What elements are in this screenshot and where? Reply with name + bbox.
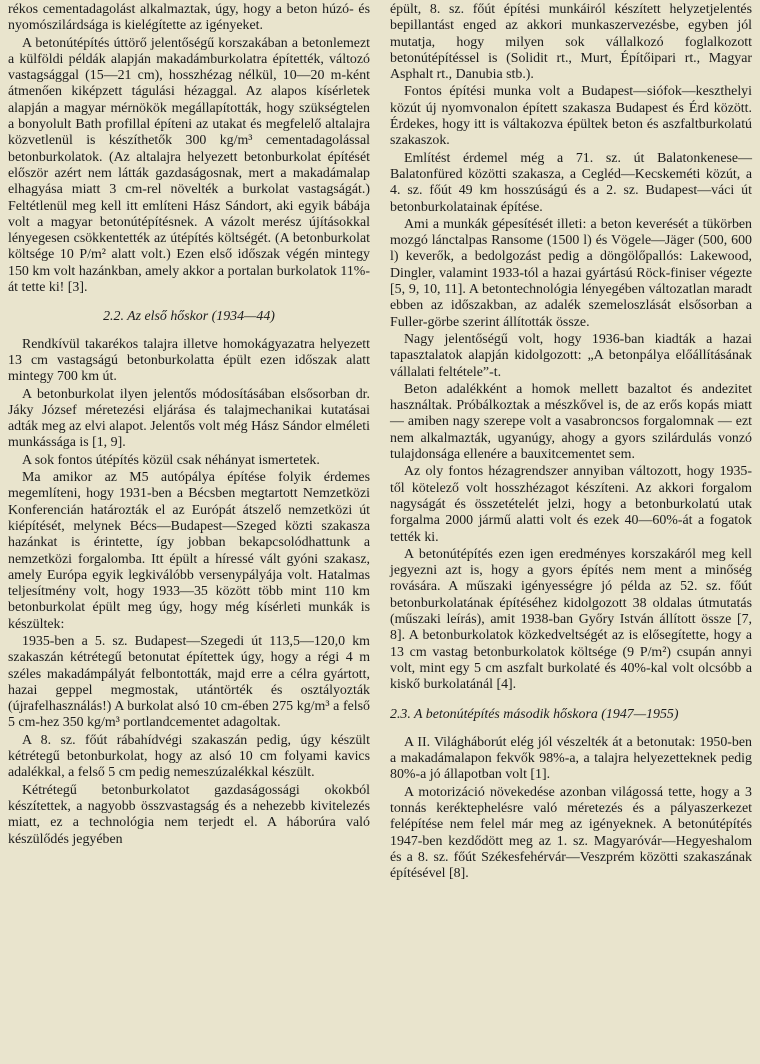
right-column	[390, 2, 752, 1064]
paragraph: A II. Világháborút elég jól vészelték át a betonutak: 1950-ben a makadámalapon fekvők 98%-a, a talajra helyezetteknek pedig 80%-a jó állapotban volt [1].	[390, 734, 752, 783]
paragraph: Nagy jelentőségű volt, hogy 1936-ban kiadták a hazai tapasztalatok alapján kidolgozott: „A betonpálya előállításának vállalati feltétele”-t.	[390, 331, 752, 380]
paragraph: épült, 8. sz. főút építési munkáiról készített helyzetjelentés bepillantást enged az akkori munkaszervezésbe, egyben jól mutatja, hogy milyen sok vállalkozó foglalkozott betonútépítéssel is (Solidit rt., Murt, Építőipari rt., Magyar Asphalt rt., Danubia stb.).	[390, 2, 752, 83]
section-heading: 2.2. Az első hőskor (1934—44)	[103, 309, 275, 325]
paragraph: Fontos építési munka volt a Budapest—siófok—keszthelyi közút új nyomvonalon épített szakasza Budapest és Érd között. Érdekes, hogy itt is váltakozva épültek beton és aszfaltburkolatú szakaszok.	[390, 84, 752, 149]
paragraph: A betonútépítés ezen igen eredményes korszakáról meg kell jegyezni azt is, hogy a gyors építés nem ment a minőség rovására. A műszaki igényességre jó példa az 52. sz. főút betonburkolatának építéséhez kidolgozott 38 oldalas útmutatás (műszaki leírás), amit 1938-ban Győry István állított össze [7, 8]. A betonburkolatok közkedveltségét az is elősegítette, hogy a 13 cm vastag betonburkolatok költsége (9 P/m²) csupán annyi volt, mint egy 5 cm aszfalt burkolaté és 40%-kal volt olcsóbb a kiskő burkolatánál [4].	[390, 546, 752, 693]
paragraph: A sok fontos útépítés közül csak néhányat ismertetek.	[22, 452, 320, 468]
paragraph: A motorizáció növekedése azonban világossá tette, hogy a 3 tonnás keréktерhelésre való méretezés és a pályaszerkezet felépítése nem felel már meg az igényeknek. A betonútépítés 1947-ben kezdődött meg az 1. sz. Magyaróvár—Hegyeshalom és a 8. sz. főút Székesfehérvár—Veszprém közötti szakaszának építésével [8].	[390, 784, 752, 882]
paragraph: Említést érdemel még a 71. sz. út Balatonkenese—Balatonfüred közötti szakasza, a Cegléd—Kecskeméti közút, a 4. sz. főút 49 km hosszúságú és a 2. sz. Budapest—váci út betonburkolatainak építése.	[390, 150, 752, 215]
left-column	[8, 2, 370, 1064]
paragraph: A betonburkolat ilyen jelentős módosításában elsősorban dr. Jáky József méretezési eljárása és talajmechanikai kutatásai adták meg az elvi alapot. Jelentős volt még Hász Sándor elméleti munkássága is [1, 9].	[8, 386, 370, 451]
paragraph: A betonútépítés úttörő jelentőségű korszakában a betonlemezt a külföldi példák alapján makadámburkolatra építették, változó vastagsággal (15—21 cm), hosszhézag nélkül, 10—20 m-ként átmenően kiképzett tágulási hézaggal. Az alapos kísérletek alapján a magyar mérnökök megállapították, hogy szükségtelen a bonyolult Bath profillal építeni az utakat és megfelelő altalajra közvetlenül is készíthetők 300 kg/m³ cementadagolással betonburkolatok. (Az altalajra helyezett betonburkolat építését először azért nem látták gazdaságosnak, mert a makadámalap elhagyása miatt 3 cm-rel növelték a burkolat vastagságát.) Feltétlenül meg kell itt említeni Hász Sándort, aki egyik bábája volt a magyar betonútépítésnek. A vázolt merész újításokkal lényegesen csökkentették az útépítés költségét. (A betonburkolat költsége 10 P/m² alatt volt.) Ezen első időszak végén mintegy 150 km volt hazánkban, amely akkor a portalan burkolatok 11%-át tette ki! [3].	[8, 35, 370, 296]
paragraph: rékos cementadagolást alkalmaztak, úgy, hogy a beton húzó- és nyomószilárdsága is kielégítette az igényeket.	[8, 2, 370, 34]
paragraph: 1935-ben a 5. sz. Budapest—Szegedi út 113,5—120,0 km szakaszán kétrétegű betonutat építettek úgy, hogy a régi 4 m széles makadámpályát felbontották, majd erre a célra gyártott, hazai geppel megmostak, utántörték és osztályozták (újrafelhasználás!) A burkolat alsó 10 cm-ében 275 kg/m³ a felső 5 cm-hez 350 kg/m³ portlandcementet adagoltak.	[8, 633, 370, 731]
paragraph: Beton adalékként a homok mellett bazaltot és andezitet használtak. Próbálkoztak a mészkővel is, de az erős kopás miatt — amiben nagy szerepe volt a vasabroncsos forgalomnak — ezt nem alkalmazták, ugyanúgy, ahogy a gyors szilárdulás vonzó tulajdonsága ellenére a bauxitcementet sem.	[390, 381, 752, 463]
paragraph: A 8. sz. főút rábahídvégi szakaszán pedig, úgy készült kétrétegű betonburkolat, hogy az alsó 10 cm folyami kavics adalékkal, a felső 5 cm pedig nemeszúzalékkal készült.	[8, 732, 370, 781]
paragraph: Rendkívül takarékos talajra illetve homokágyazatra helyezett 13 cm vastagságú betonburkolatta épült ezen időszak alatt mintegy 700 km út.	[8, 336, 370, 385]
paragraph: Kétrétegű betonburkolatot gazdaságossági okokból készítettek, a nagyobb összvastagság és a nehezebb kivitelezés miatt, ez a technológia nem terjedt el. A háborúra való készülődés jegyében	[8, 782, 370, 847]
paragraph: Ami a munkák gépesítését illeti: a beton keverését a tükörben mozgó lánctalpas Ransome (1500 l) és Vögele—Jäger (500, 600 l) keverők, a bedolgozást pedig a döngölőpallós: Lakewood, Dingler, valamint 1933-tól a hazai gyártású Röck-finiser végezte [5, 9, 10, 11]. A betontechnológia lényegében változatlan maradt ebben az időszakban, az adalék szemeloszlását elsősorban a Fuller-görbe szerint állították össze.	[390, 216, 752, 330]
paragraph: Ma amikor az M5 autópálya építése folyik érdemes megemlíteni, hogy 1931-ben a Bécsben megtartott Nemzetközi Konferencián határozták el az Európát átszelő nemzetközi út kiépítését, melynek Bécs—Budapest—Szeged közti szakasza hazánkat is érintette, így jobban bekapcsolódhattunk a nemzetközi forgalomba. Itt épült a híressé vált gyóni szakasz, amely Európa egyik legkiválóbb versenypályája volt. Hatalmas teljesítmény volt, hogy 1933—35 között több mint 110 km betonburkolat épült meg úgy, hogy még kísérleti munkák is készültek:	[8, 470, 370, 632]
section-heading: 2.3. A betonútépítés második hőskora (1947—1955)	[390, 707, 679, 723]
paragraph: Az oly fontos hézagrendszer annyiban változott, hogy 1935-től kötelező volt hosszhézagot készíteni. Az akkori forgalom nagyságát és összetételét jelzi, hogy a betonburkolatú utak forgalma 2000 jármű alatti volt és ezek 40—60%-át a fogatok tették ki.	[390, 464, 752, 545]
